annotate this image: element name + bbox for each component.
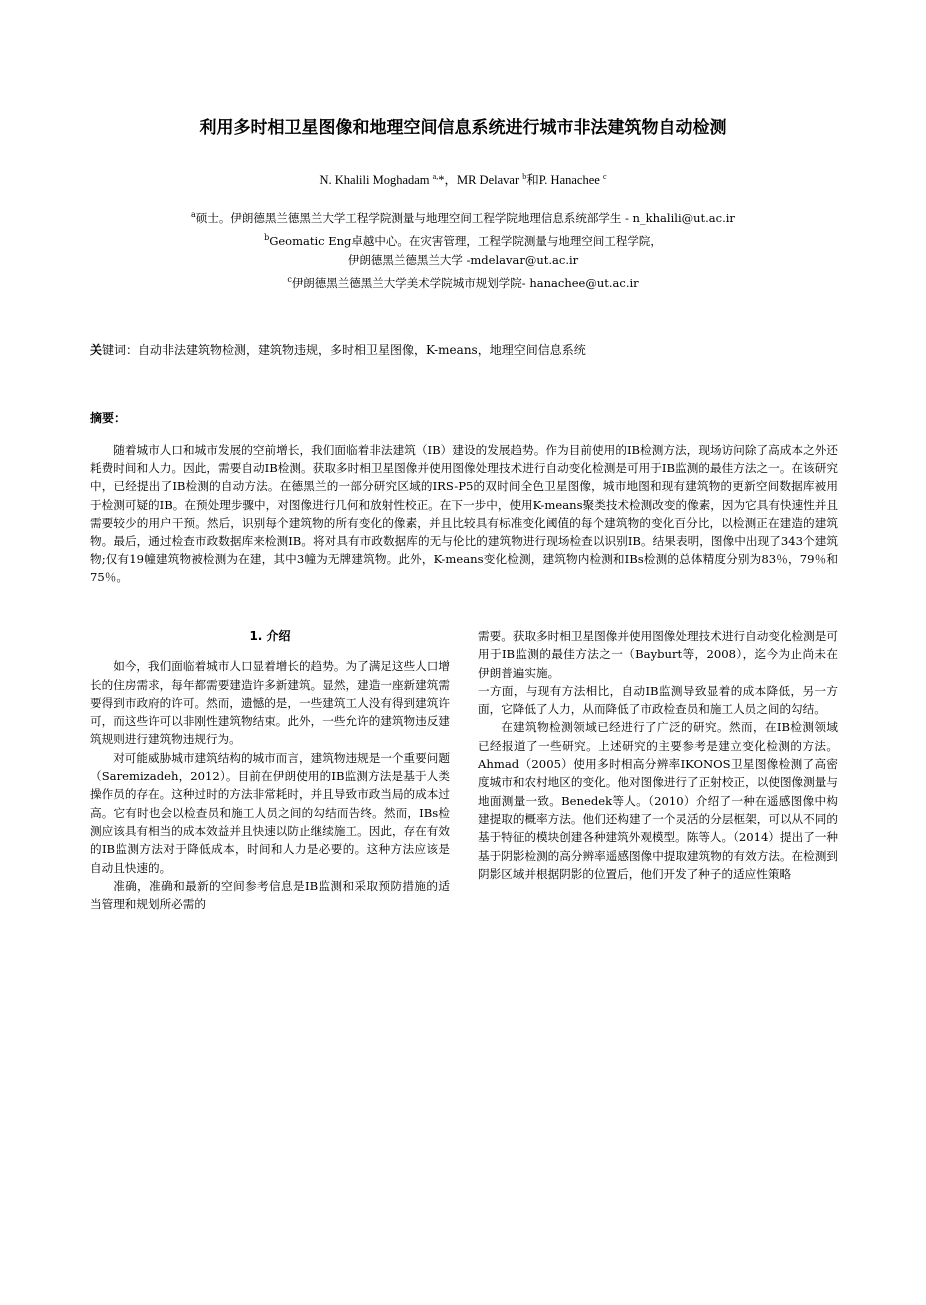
affiliation-b: $^b$Geomatic Eng卓越中心。在灾害管理，工程学院测量与地理空间工程学院， [264, 232, 662, 248]
keywords-label: 键词： [102, 343, 139, 357]
author-2: *，MR Delavar [438, 173, 523, 187]
intro-paragraph-4: 一方面，与现有方法相比，自动IB监测导致显着的成本降低，另一方面，它降低了人力，从而降低了市政检查员和施工人员之间的勾结。 [478, 683, 838, 717]
author-3: 和P. Hanachee [526, 173, 603, 187]
section-heading-introduction: 1. 介绍 [249, 629, 291, 643]
left-column [90, 627, 450, 913]
author-3-affil-mark: c [602, 171, 607, 181]
affiliation-a: $^a$硕士。伊朗德黑兰德黑兰大学工程学院测量与地理空间工程学院地理信息系统部学生 - n_khalili@ut.ac.ir [191, 210, 735, 225]
paper-title: 利用多时相卫星图像和地理空间信息系统进行城市非法建筑物自动检测 [199, 118, 727, 138]
intro-paragraph-5: 在建筑物检测领域已经进行了广泛的研究。然而，在IB检测领域已经报道了一些研究。上述研究的主要参考是建立变化检测的方法。Ahmad（2005）使用多时相高分辨率IKONOS卫星图像检测了高密度城市和农村地区的变化。他对图像进行了正射校正，以使图像测量与地面测量一致。Benedek等人。（2010）介绍了一种在遥感图像中构建提取的概率方法。他们还构建了一个灵活的分层框架，可以从不同的基于特征的模块创建各种建筑外观模型。陈等人。（2014）提出了一种基于阴影检测的高分辨率遥感图像中提取建筑物的有效方法。在检测到阴影区域并根据阴影的位置后，他们开发了种子的适应性策略 [478, 720, 838, 881]
author-line [0, 170, 926, 188]
author-1-affil-mark: a, [432, 171, 439, 181]
keywords-text: 自动非法建筑物检测，建筑物违规，多时相卫星图像，K-means，地理空间信息系统 [138, 343, 586, 357]
abstract-paragraph: 随着城市人口和城市发展的空前增长，我们面临着非法建筑（IB）建设的发展趋势。作为目前使用的IB检测方法，现场访问除了高成本之外还耗费时间和人力。因此，需要自动IB检测。获取多时相卫星图像并使用图像处理技术进行自动变化检测是可用于IB监测的最佳方法之一。在该研究中，已经提出了IB检测的自动方法。在德黑兰的一部分研究区域的IRS-P5的双时间全色卫星图像，城市地图和现有建筑物的更新空间数据库被用于检测可疑的IB。在预处理步骤中，对图像进行几何和放射性校正。在下一步中，使用K-means聚类技术检测改变的像素，因为它具有快速性并且需要较少的用户干预。然后，识别每个建筑物的所有变化的像素，并且比较具有标准变化阈值的每个建筑物的变化百分比，以检测正在建造的建筑物。最后，通过检查市政数据库来检测IB。将对具有市政数据库的无与伦比的建筑物进行现场检查以识别IB。结果表明，图像中出现了343个建筑物;仅有19幢建筑物被检测为在建，其中3幢为无牌建筑物。此外，K-means变化检测，建筑物内检测和IBs检测的总体精度分别为83％，79％和75％。 [90, 443, 838, 585]
intro-paragraph-3-continued: 需要。获取多时相卫星图像并使用图像处理技术进行自动变化检测是可用于IB监测的最佳方法之一（Bayburt等，2008），迄今为止尚未在伊朗普遍实施。 [478, 629, 838, 680]
keywords-label-bold: 关 [90, 343, 103, 357]
right-column [478, 627, 838, 883]
affiliations [0, 205, 926, 292]
keywords [90, 341, 850, 358]
abstract-heading: 摘要： [90, 411, 127, 425]
intro-paragraph-1: 如今，我们面临着城市人口显着增长的趋势。为了满足这些人口增长的住房需求，每年都需要建造许多新建筑。显然，建造一座新建筑需要得到市政府的许可。然而，遗憾的是，一些建筑工人没有得到建筑许可，而这些许可以非刚性建筑物结束。此外，一些允许的建筑物违反建筑规则进行建筑物违规行为。 [90, 659, 450, 747]
affiliation-b-line2: 伊朗德黑兰德黑兰大学 -mdelavar@ut.ac.ir [347, 252, 579, 267]
author-2-affil-mark: b [522, 171, 527, 181]
intro-paragraph-3: 准确，准确和最新的空间参考信息是IB监测和采取预防措施的适当管理和规划所必需的 [90, 878, 450, 912]
affiliation-c: $^c$伊朗德黑兰德黑兰大学美术学院城市规划学院- hanachee@ut.ac.ir [287, 274, 639, 290]
intro-paragraph-2: 对可能威胁城市建筑结构的城市而言，建筑物违规是一个重要问题（Saremizadeh，2012）。目前在伊朗使用的IB监测方法是基于人类操作员的存在。这种过时的方法非常耗时，并且导致市政当局的成本过高。它有时也会以检查员和施工人员之间的勾结而告终。然而，IBs检测应该具有相当的成本效益并且快速以防止继续施工。因此，存在有效的IB监测方法对于降低成本，时间和人力是必要的。这种方法应该是自动且快速的。 [90, 750, 450, 875]
abstract-body [90, 441, 838, 587]
author-1: N. Khalili Moghadam [319, 173, 433, 187]
